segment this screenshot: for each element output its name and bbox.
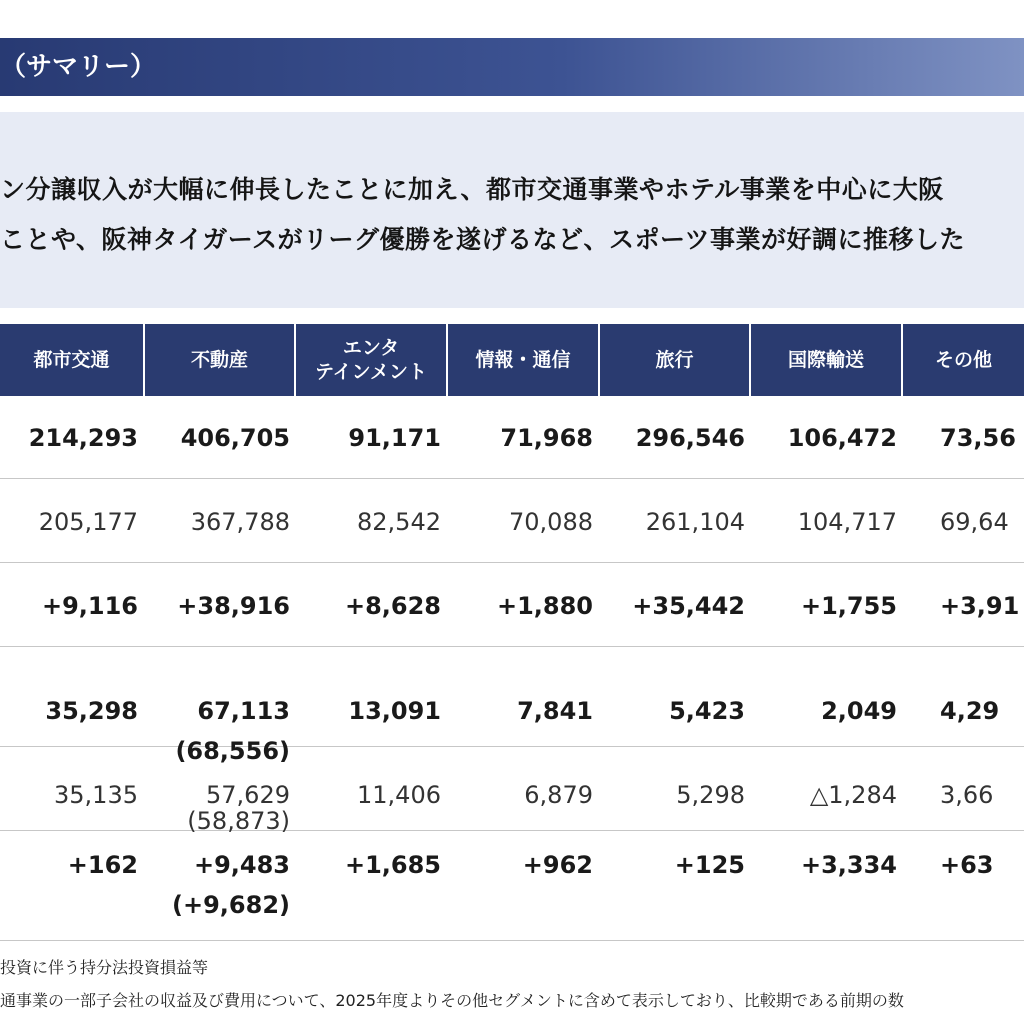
table-cell: 5,423 — [669, 697, 745, 725]
summary-line-1: ン分譲収入が大幅に伸長したことに加え、都市交通事業やホテル事業を中心に大阪 — [0, 175, 944, 204]
table-cell: 2,049 — [821, 697, 897, 725]
table-subcell: (+9,682) — [172, 891, 290, 919]
table-cell: 5,298 — [676, 781, 745, 809]
column-header: 旅行 — [600, 324, 751, 396]
table-cell: 106,472 — [787, 424, 897, 452]
table-cell: +1,755 — [800, 592, 897, 620]
table-cell: +9,116 — [41, 592, 138, 620]
table-cell: 3,66 — [940, 781, 994, 809]
column-header: 国際輸送 — [751, 324, 903, 396]
summary-line-2: ことや、阪神タイガースがリーグ優勝を遂げるなど、スポーツ事業が好調に推移した — [0, 225, 966, 254]
footnote-1: 投資に伴う持分法投資損益等 — [0, 958, 209, 977]
table-cell: +162 — [67, 851, 138, 879]
table-cell: +8,628 — [344, 592, 441, 620]
section-title: （サマリー） — [0, 52, 157, 82]
row-divider — [0, 646, 1024, 647]
table-cell: 82,542 — [357, 508, 441, 536]
table-cell: 406,705 — [180, 424, 290, 452]
section-banner — [0, 38, 1024, 96]
row-divider — [0, 746, 1024, 747]
table-cell: △1,284 — [809, 781, 897, 809]
table-cell: 4,29 — [940, 697, 1000, 725]
table-cell: +38,916 — [177, 592, 290, 620]
table-cell: +1,685 — [344, 851, 441, 879]
table-cell: +1,880 — [496, 592, 593, 620]
table-subcell: (58,873) — [187, 807, 290, 835]
row-divider — [0, 478, 1024, 479]
table-cell: 367,788 — [190, 508, 290, 536]
table-cell: 104,717 — [797, 508, 897, 536]
table-cell: 91,171 — [348, 424, 441, 452]
summary-box — [0, 112, 1024, 308]
table-cell: 57,629 — [206, 781, 290, 809]
table-cell: 11,406 — [357, 781, 441, 809]
table-cell: 71,968 — [500, 424, 593, 452]
column-header: その他 — [934, 349, 992, 371]
column-header: 情報・通信 — [448, 324, 600, 396]
row-divider — [0, 940, 1024, 941]
table-cell: 69,64 — [940, 508, 1009, 536]
table-cell: +35,442 — [632, 592, 745, 620]
footnote-2: 通事業の一部子会社の収益及び費用について、2025年度よりその他セグメントに含めて表示しており、比較期である前期の数 — [0, 991, 904, 1010]
column-header: 不動産 — [145, 324, 296, 396]
table-cell: 67,113 — [197, 697, 290, 725]
column-header: 都市交通 — [0, 324, 145, 396]
table-cell: 214,293 — [28, 424, 138, 452]
table-subcell: (68,556) — [175, 737, 290, 765]
table-cell: +3,91 — [940, 592, 1020, 620]
table-cell: 13,091 — [348, 697, 441, 725]
table-cell: 296,546 — [635, 424, 745, 452]
table-cell: 205,177 — [38, 508, 138, 536]
table-header-row — [0, 324, 1024, 396]
table-cell: 73,56 — [940, 424, 1016, 452]
table-cell: +63 — [940, 851, 994, 879]
row-divider — [0, 562, 1024, 563]
table-cell: 35,298 — [45, 697, 138, 725]
table-cell: +3,334 — [800, 851, 897, 879]
table-cell: 70,088 — [509, 508, 593, 536]
table-cell: 261,104 — [645, 508, 745, 536]
table-cell: 35,135 — [54, 781, 138, 809]
table-cell: +962 — [522, 851, 593, 879]
row-divider — [0, 830, 1024, 831]
table-cell: +9,483 — [193, 851, 290, 879]
column-header: エンタ テインメント — [296, 324, 448, 396]
table-cell: +125 — [674, 851, 745, 879]
table-cell: 7,841 — [517, 697, 593, 725]
table-cell: 6,879 — [524, 781, 593, 809]
